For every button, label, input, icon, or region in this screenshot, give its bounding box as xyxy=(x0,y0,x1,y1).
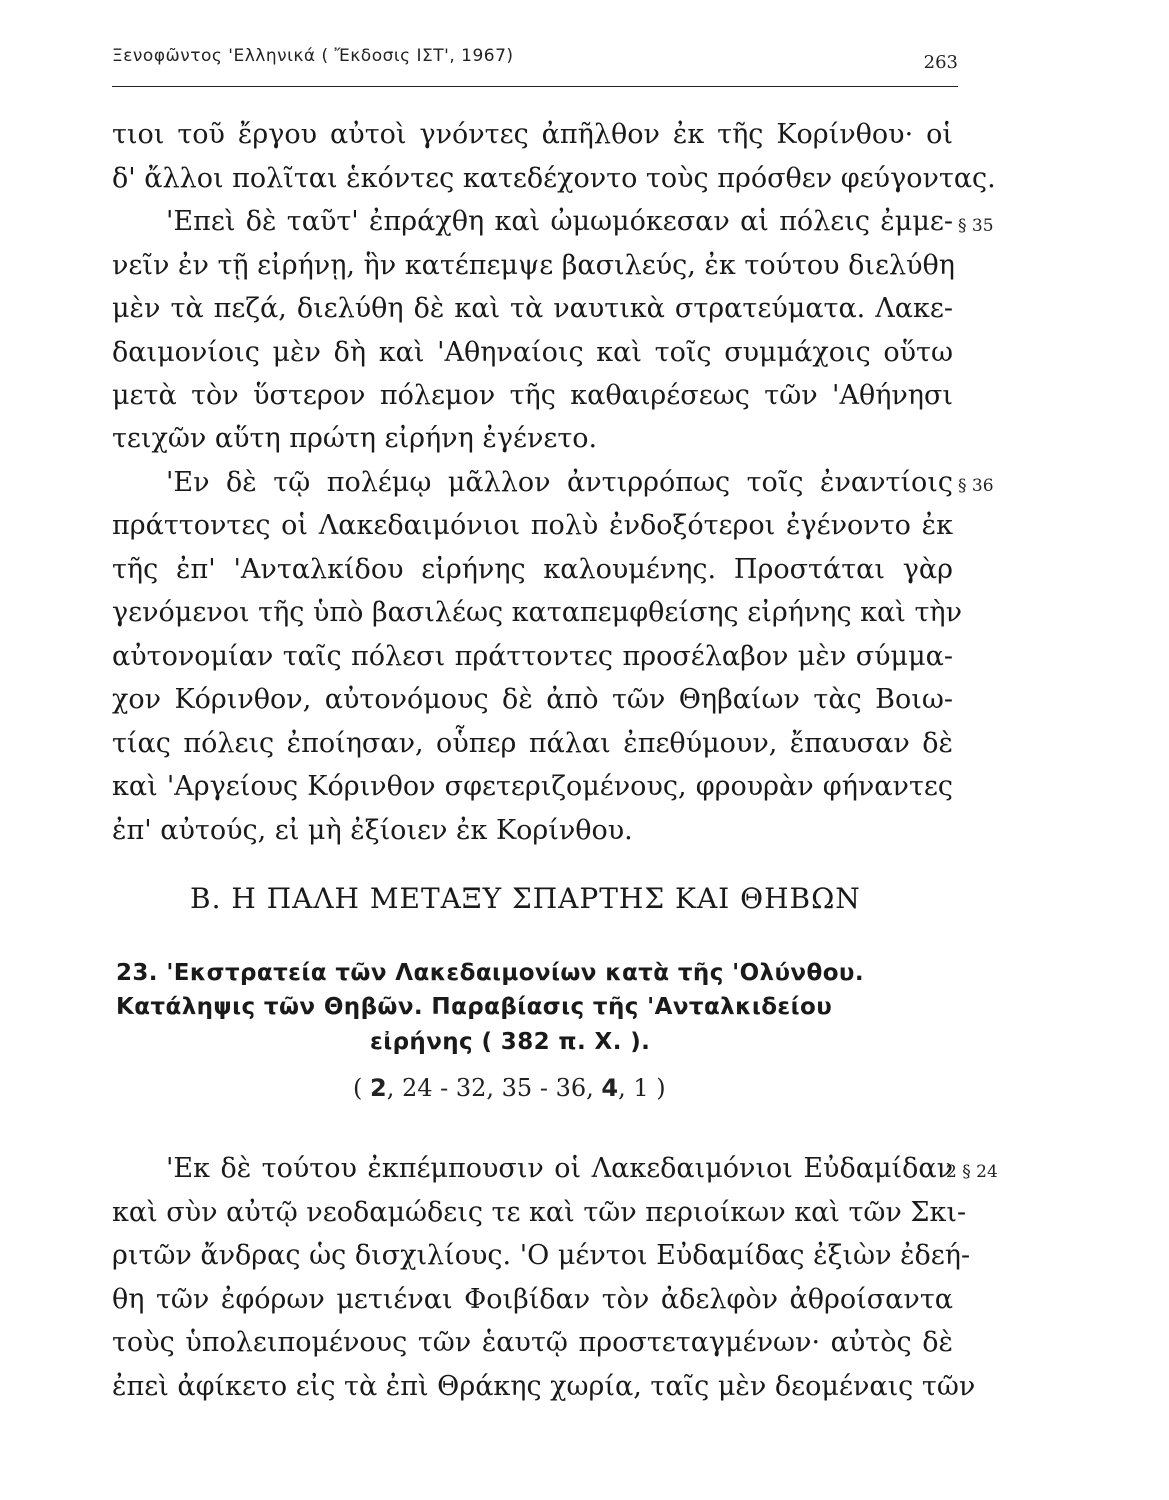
text-line: δ' ἄλλοι πολῖται ἑκόντες κατεδέχοντο τοὺς πρόσθεν φεύγοντας. xyxy=(112,163,996,194)
text-line: καὶ 'Αργείους Κόρινθον σφετεριζομένους, φρουρὰν φήναντες xyxy=(112,771,953,802)
chapter-heading-line: εἰρήνης ( 382 π. Χ. ). xyxy=(370,1029,651,1055)
text-line: αὐτονομίαν ταῖς πόλεσι πράττοντες προσέλαβον μὲν σύμμα- xyxy=(112,641,953,672)
text-line: νεῖν ἐν τῇ εἰρήνῃ, ἣν κατέπεμψε βασιλεύς, ἐκ τούτου διελύθη xyxy=(112,250,955,281)
text-line: τιοι τοῦ ἔργου αὐτοὶ γνόντες ἀπῆλθον ἐκ τῆς Κορίνθου· οἱ xyxy=(112,119,953,150)
margin-section-number: § 36 xyxy=(958,476,994,496)
margin-section-number: § 35 xyxy=(958,216,994,236)
refs-book-2: 4 xyxy=(601,1074,619,1102)
text-line: 'Εκ δὲ τούτου ἐκπέμπουσιν οἱ Λακεδαιμόνιοι Εὐδαμίδαν xyxy=(166,1153,953,1184)
text-line: γενόμενοι τῆς ὑπὸ βασιλέως καταπεμφθείσης εἰρήνης καὶ τὴν xyxy=(112,597,962,628)
text-line: τοὺς ὑπολειπομένους τῶν ἑαυτῷ προστεταγμένων· αὐτὸς δὲ xyxy=(112,1327,953,1358)
text-line: θη τῶν ἐφόρων μετιέναι Φοιβίδαν τὸν ἀδελφὸν ἀθροίσαντα xyxy=(112,1284,953,1315)
text-line: μετὰ τὸν ὕστερον πόλεμον τῆς καθαιρέσεως τῶν 'Αθήνησι xyxy=(112,380,953,411)
source-references xyxy=(353,1074,666,1102)
refs-close: , 1 ) xyxy=(618,1074,666,1102)
text-line: τειχῶν αὕτη πρώτη εἰρήνη ἐγένετο. xyxy=(112,423,598,454)
margin-section-number: 2 § 24 xyxy=(946,1162,998,1182)
refs-open: ( xyxy=(353,1074,370,1102)
refs-book-1: 2 xyxy=(370,1074,387,1102)
chapter-heading-line: 23. 'Εκστρατεία τῶν Λακεδαιμονίων κατὰ τῆς 'Ολύνθου. xyxy=(116,960,864,986)
text-line: μὲν τὰ πεζά, διελύθη δὲ καὶ τὰ ναυτικὰ στρατεύματα. Λακε- xyxy=(112,293,953,324)
header-title: Ξενοφῶντος 'Ελληνικά ( Ἔκδοσις ΙΣΤ', 1967) xyxy=(112,46,514,66)
section-title: Β. Η ΠΑΛΗ ΜΕΤΑΞΥ ΣΠΑΡΤΗΣ ΚΑΙ ΘΗΒΩΝ xyxy=(190,882,861,915)
refs-mid: , 24 - 32, 35 - 36, xyxy=(386,1074,602,1102)
running-header xyxy=(112,46,958,87)
text-line: 'Επεὶ δὲ ταῦτ' ἐπράχθη καὶ ὠμωμόκεσαν αἱ πόλεις ἐμμε- xyxy=(166,206,953,237)
text-line: πράττοντες οἱ Λακεδαιμόνιοι πολὺ ἐνδοξότεροι ἐγένοντο ἐκ xyxy=(112,510,953,541)
text-line: ριτῶν ἄνδρας ὡς δισχιλίους. 'Ο μέντοι Εὐδαμίδας ἐξιὼν ἐδεή- xyxy=(112,1240,971,1271)
chapter-heading-line: Κατάληψις τῶν Θηβῶν. Παραβίασις τῆς 'Ανταλκιδείου xyxy=(116,994,833,1020)
text-line: 'Εν δὲ τῷ πολέμῳ μᾶλλον ἀντιρρόπως τοῖς ἐναντίοις xyxy=(166,467,953,498)
text-line: καὶ σὺν αὐτῷ νεοδαμώδεις τε καὶ τῶν περιοίκων καὶ τῶν Σκι- xyxy=(112,1197,967,1228)
text-line: δαιμονίοις μὲν δὴ καὶ 'Αθηναίοις καὶ τοῖς συμμάχοις οὕτω xyxy=(112,337,953,368)
text-line: τίας πόλεις ἐποίησαν, οὗπερ πάλαι ἐπεθύμουν, ἔπαυσαν δὲ xyxy=(112,728,953,759)
text-line: ἐπεὶ ἀφίκετο εἰς τὰ ἐπὶ Θράκης χωρία, ταῖς μὲν δεομέναις τῶν xyxy=(112,1371,976,1402)
page-number: 263 xyxy=(923,52,958,73)
text-line: χον Κόρινθον, αὐτονόμους δὲ ἀπὸ τῶν Θηβαίων τὰς Βοιω- xyxy=(112,684,953,715)
text-line: τῆς ἐπ' 'Ανταλκίδου εἰρήνης καλουμένης. Προστάται γὰρ xyxy=(112,554,953,585)
text-line: ἐπ' αὐτούς, εἰ μὴ ἐξίοιεν ἐκ Κορίνθου. xyxy=(112,815,633,846)
